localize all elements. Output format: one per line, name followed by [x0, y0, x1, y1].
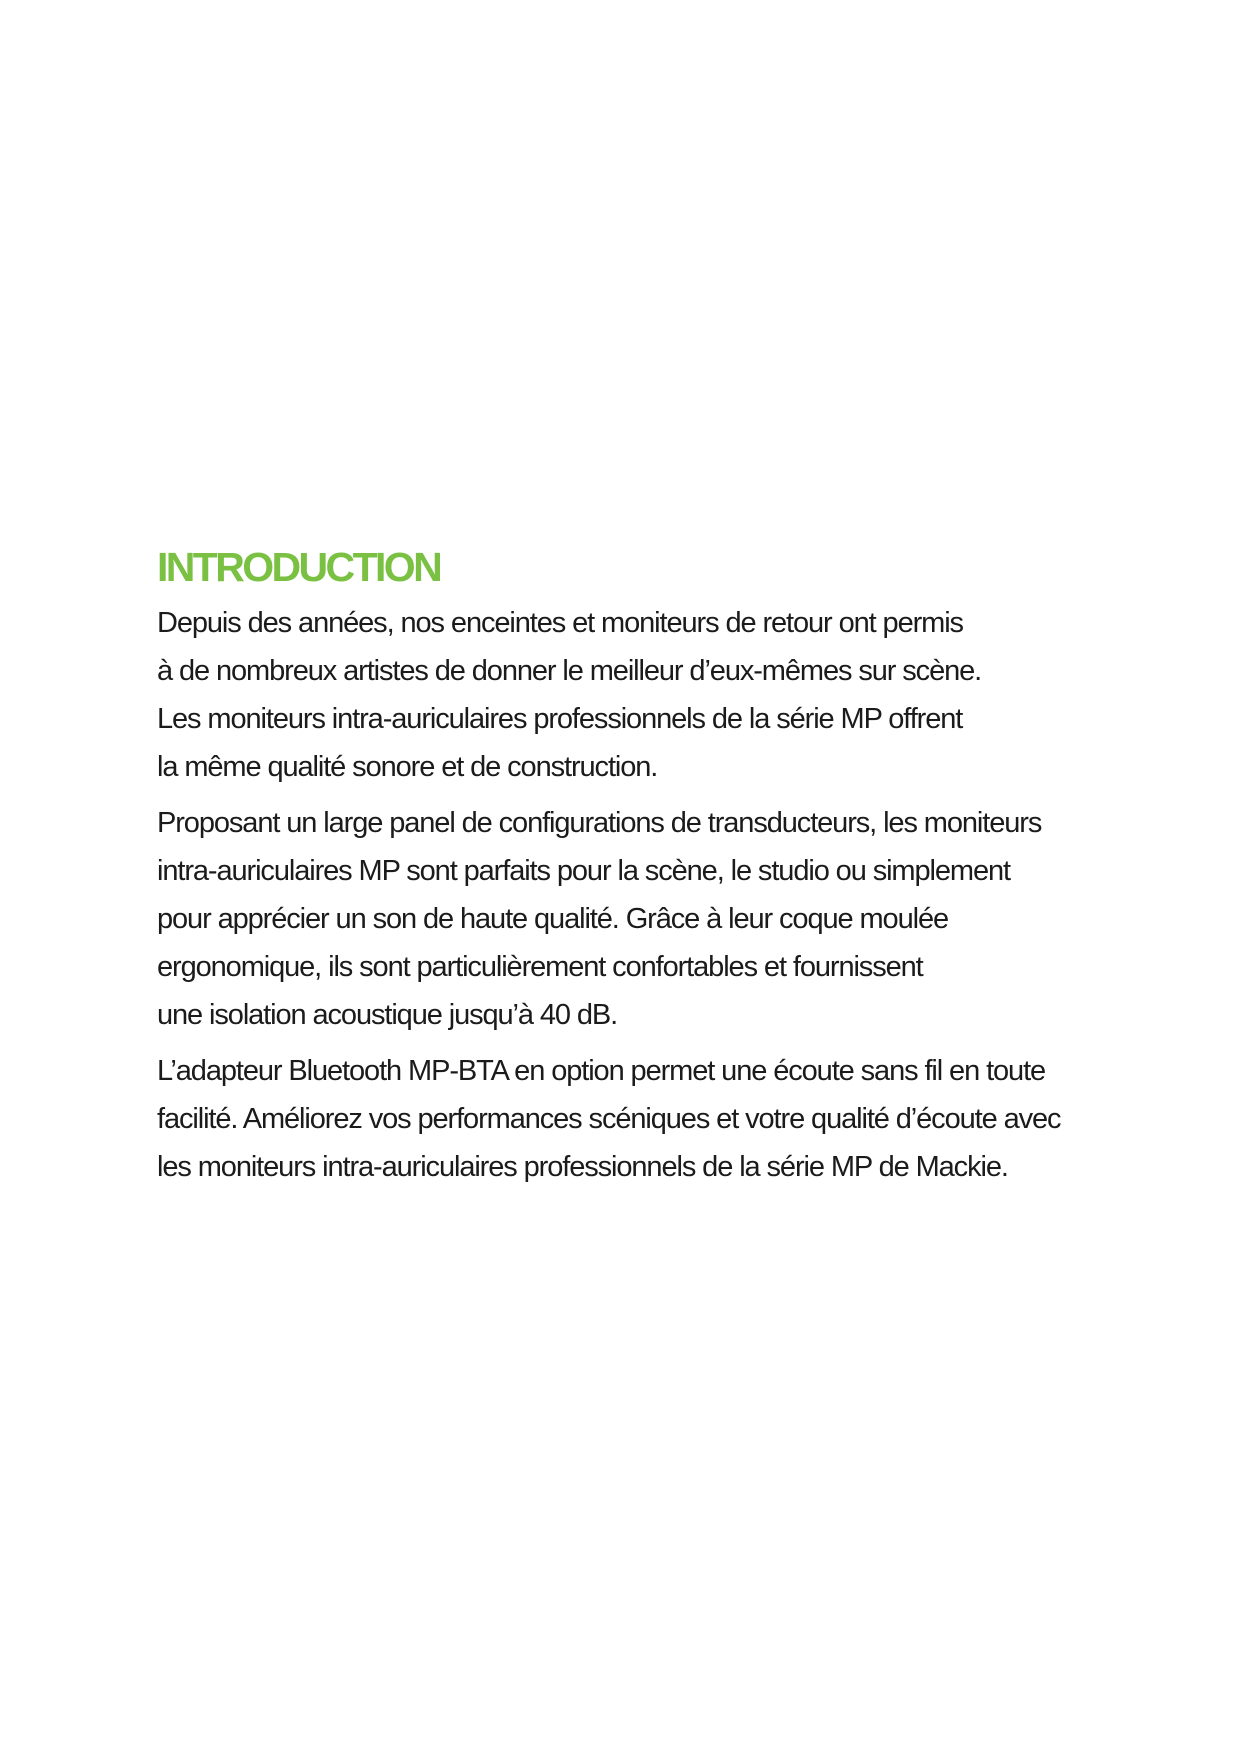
- paragraph-line: intra-auriculaires MP sont parfaits pour la scène, le studio ou simplement: [157, 855, 1010, 887]
- paragraph-line: à de nombreux artistes de donner le meilleur d’eux-mêmes sur scène.: [157, 655, 982, 687]
- paragraph-line: pour apprécier un son de haute qualité. Grâce à leur coque moulée: [157, 903, 949, 935]
- paragraph-1: [157, 599, 1117, 791]
- paragraph-line: Les moniteurs intra-auriculaires professionnels de la série MP offrent: [157, 703, 963, 735]
- paragraph-line: Depuis des années, nos enceintes et moniteurs de retour ont permis: [157, 607, 963, 639]
- introduction-section: [157, 540, 1117, 1199]
- paragraph-line: une isolation acoustique jusqu’à 40 dB.: [157, 999, 618, 1031]
- paragraph-line: Proposant un large panel de configurations de transducteurs, les moniteurs: [157, 807, 1042, 839]
- section-heading: INTRODUCTION: [157, 544, 441, 590]
- paragraph-line: ergonomique, ils sont particulièrement confortables et fournissent: [157, 951, 923, 983]
- paragraph-3: [157, 1047, 1117, 1191]
- paragraph-line: la même qualité sonore et de construction.: [157, 751, 658, 783]
- paragraph-line: les moniteurs intra-auriculaires professionnels de la série MP de Mackie.: [157, 1151, 1008, 1183]
- paragraph-line: L’adapteur Bluetooth MP-BTA en option permet une écoute sans fil en toute: [157, 1055, 1046, 1087]
- paragraph-line: facilité. Améliorez vos performances scéniques et votre qualité d’écoute avec: [157, 1103, 1061, 1135]
- paragraph-2: [157, 799, 1117, 1039]
